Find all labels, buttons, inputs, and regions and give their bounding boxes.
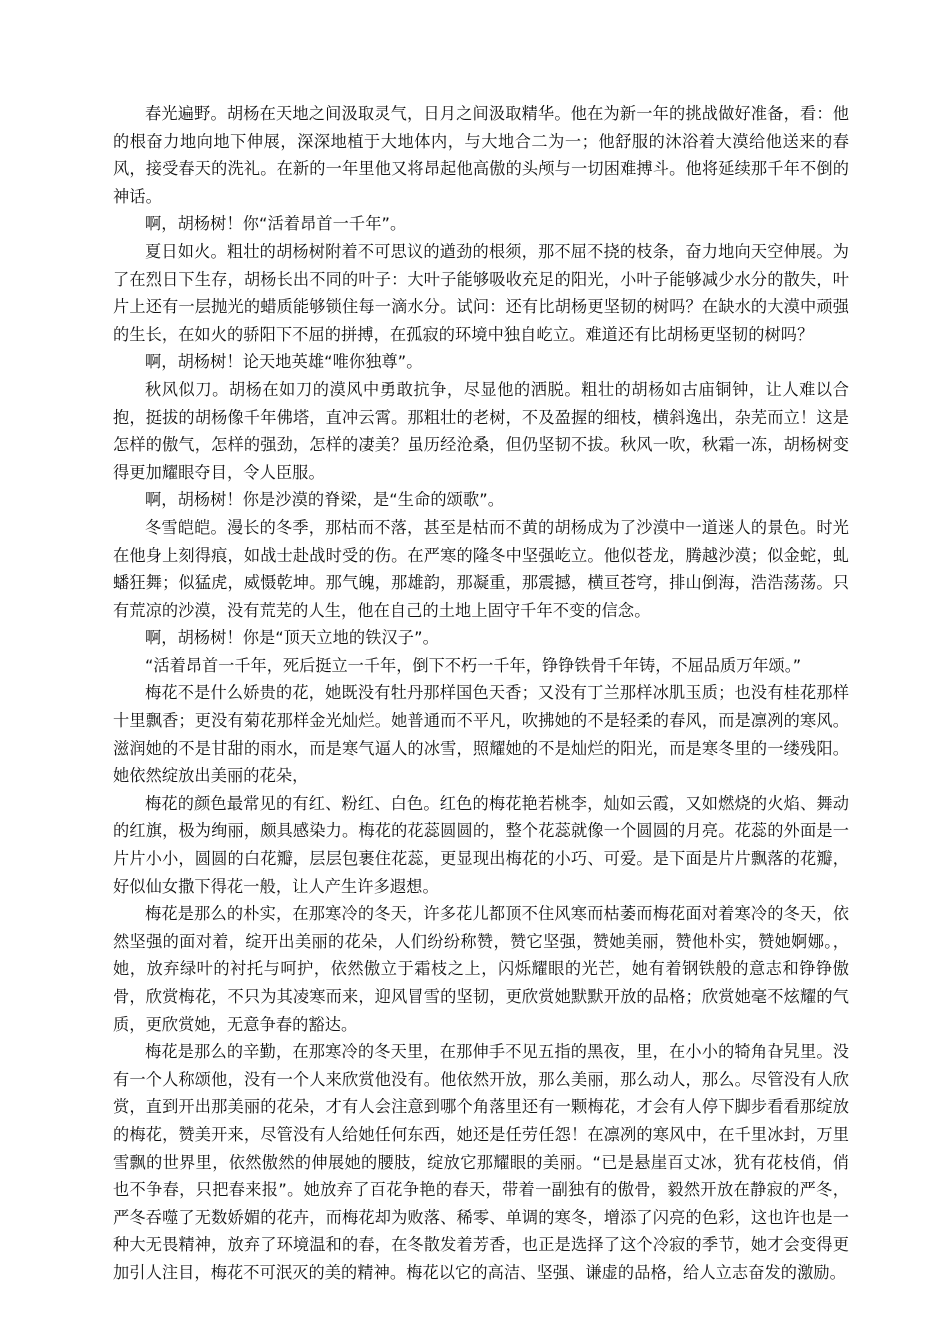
document-body <box>113 100 849 1287</box>
paragraph-winter: 冬雪皑皑。漫长的冬季，那枯而不落，甚至是枯而不黄的胡杨成为了沙漠中一道迷人的景色。时光在他身上刻得痕，如战士赴战时受的伤。在严寒的隆冬中坚强屹立。他似苍龙，腾越沙漠；似金蛇，虬蟠狂舞；似猛虎，威慑乾坤。那气魄，那雄韵，那凝重，那震撼，横亘苍穹，排山倒海，浩浩荡荡。只有荒凉的沙漠，没有荒芜的人生，他在自己的土地上固守千年不变的信念。 <box>113 517 849 620</box>
paragraph-plum-color: 梅花的颜色最常见的有红、粉红、白色。红色的梅花艳若桃李，灿如云霞，又如燃烧的火焰、舞动的红旗，极为绚丽，颇具感染力。梅花的花蕊圆圆的，整个花蕊就像一个圆圆的月亮。花蕊的外面是一片片小小，圆圆的白花瓣，层层包裹住花蕊，更显现出梅花的小巧、可爱。是下面是片片飘落的花瓣，好似仙女撒下得花一般，让人产生许多遐想。 <box>113 793 849 896</box>
paragraph-plum-intro: 梅花不是什么娇贵的花，她既没有牡丹那样国色天香；又没有丁兰那样冰肌玉质；也没有桂花那样十里飘香；更没有菊花那样金光灿烂。她普通而不平凡，吹拂她的不是轻柔的春风，而是凛冽的寒风。滋润她的不是甘甜的雨水，而是寒气逼人的冰雪，照耀她的不是灿烂的阳光，而是寒冬里的一缕残阳。她依然绽放出美丽的花朵， <box>113 683 849 786</box>
paragraph-plum-simple: 梅花是那么的朴实，在那寒冷的冬天，许多花儿都顶不住风寒而枯萎而梅花面对着寒冷的冬天，依然坚强的面对着，绽开出美丽的花朵，人们纷纷称赞，赞它坚强，赞她美丽，赞他朴实，赞她婀娜。，她，放弃绿叶的衬托与呵护，依然傲立于霜枝之上，闪烁耀眼的光芒，她有着钢铁般的意志和铮铮傲骨，欣赏梅花，不只为其凌寒而来，迎风冒雪的坚韧，更欣赏她默默开放的品格；欣赏她毫不炫耀的气质，更欣赏她，无意争春的豁达。 <box>113 904 849 1034</box>
paragraph-autumn: 秋风似刀。胡杨在如刀的漠风中勇敢抗争，尽显他的洒脱。粗壮的胡杨如古庙铜钟，让人难以合抱，挺拔的胡杨像千年佛塔，直冲云霄。那粗壮的老树，不及盈握的细枝，横斜逸出，杂芜而立！这是怎样的傲气，怎样的强劲，怎样的凄美？虽历经沧桑，但仍坚韧不拔。秋风一吹，秋霜一冻，胡杨树变得更加耀眼夺目，令人臣服。 <box>113 379 849 482</box>
exclamation-spring: 啊，胡杨树！你“活着昂首一千年”。 <box>145 214 407 234</box>
paragraph-summer: 夏日如火。粗壮的胡杨树附着不可思议的遒劲的根须，那不屈不挠的枝条，奋力地向天空伸展。为了在烈日下生存，胡杨长出不同的叶子：大叶子能够吸收充足的阳光，小叶子能够减少水分的散失，叶片上还有一层抛光的蜡质能够锁住每一滴水分。试问：还有比胡杨更坚韧的树吗？在缺水的大漠中顽强的生长，在如火的骄阳下不屈的拼搏，在孤寂的环境中独自屹立。难道还有比胡杨更坚韧的树吗？ <box>113 241 849 344</box>
paragraph-plum-diligent: 梅花是那么的辛勤，在那寒冷的冬天里，在那伸手不见五指的黑夜，里，在小小的犄角旮旯里。没有一个人称颂他，没有一个人来欣赏他没有。他依然开放，那么美丽，那么动人，那么。尽管没有人欣赏，直到开出那美丽的花朵，才有人会注意到哪个角落里还有一颗梅花，才会有人停下脚步看看那绽放的梅花，赞美开来，尽管没有人给她任何东西，她还是任劳任怨！在凛冽的寒风中，在千里冰封，万里雪飘的世界里，依然傲然的伸展她的腰肢，绽放它那耀眼的美丽。“已是悬崖百丈冰，犹有花枝俏，俏也不争春，只把春来报”。她放弃了百花争艳的春天，带着一副独有的傲骨，毅然开放在静寂的严冬，严冬吞噬了无数娇媚的花卉，而梅花却为败落、稀零、单调的寒冬，增添了闪亮的色彩，这也许也是一种大无畏精神，放弃了环境温和的春，在冬散发着芳香，也正是选择了这个冷寂的季节，她才会变得更加引人注目，梅花不可泯灭的美的精神。梅花以它的高洁、坚强、谦虚的品格，给人立志奋发的激励。 <box>113 1042 849 1282</box>
exclamation-autumn: 啊，胡杨树！你是沙漠的脊梁，是“生命的颂歌”。 <box>145 490 505 510</box>
quote-line: “活着昂首一千年，死后挺立一千年，倒下不朽一千年，铮铮铁骨千年铸，不屈品质万年颂。” <box>145 655 802 675</box>
exclamation-winter: 啊，胡杨树！你是“顶天立地的铁汉子”。 <box>145 628 439 648</box>
exclamation-summer: 啊，胡杨树！论天地英雄“唯你独尊”。 <box>145 352 423 372</box>
paragraph-spring: 春光遍野。胡杨在天地之间汲取灵气，日月之间汲取精华。他在为新一年的挑战做好准备，看：他的根奋力地向地下伸展，深深地植于大地体内，与大地合二为一；他舒服的沐浴着大漠给他送来的春风，接受春天的洗礼。在新的一年里他又将昂起他高傲的头颅与一切困难搏斗。他将延续那千年不倒的神话。 <box>113 104 849 206</box>
